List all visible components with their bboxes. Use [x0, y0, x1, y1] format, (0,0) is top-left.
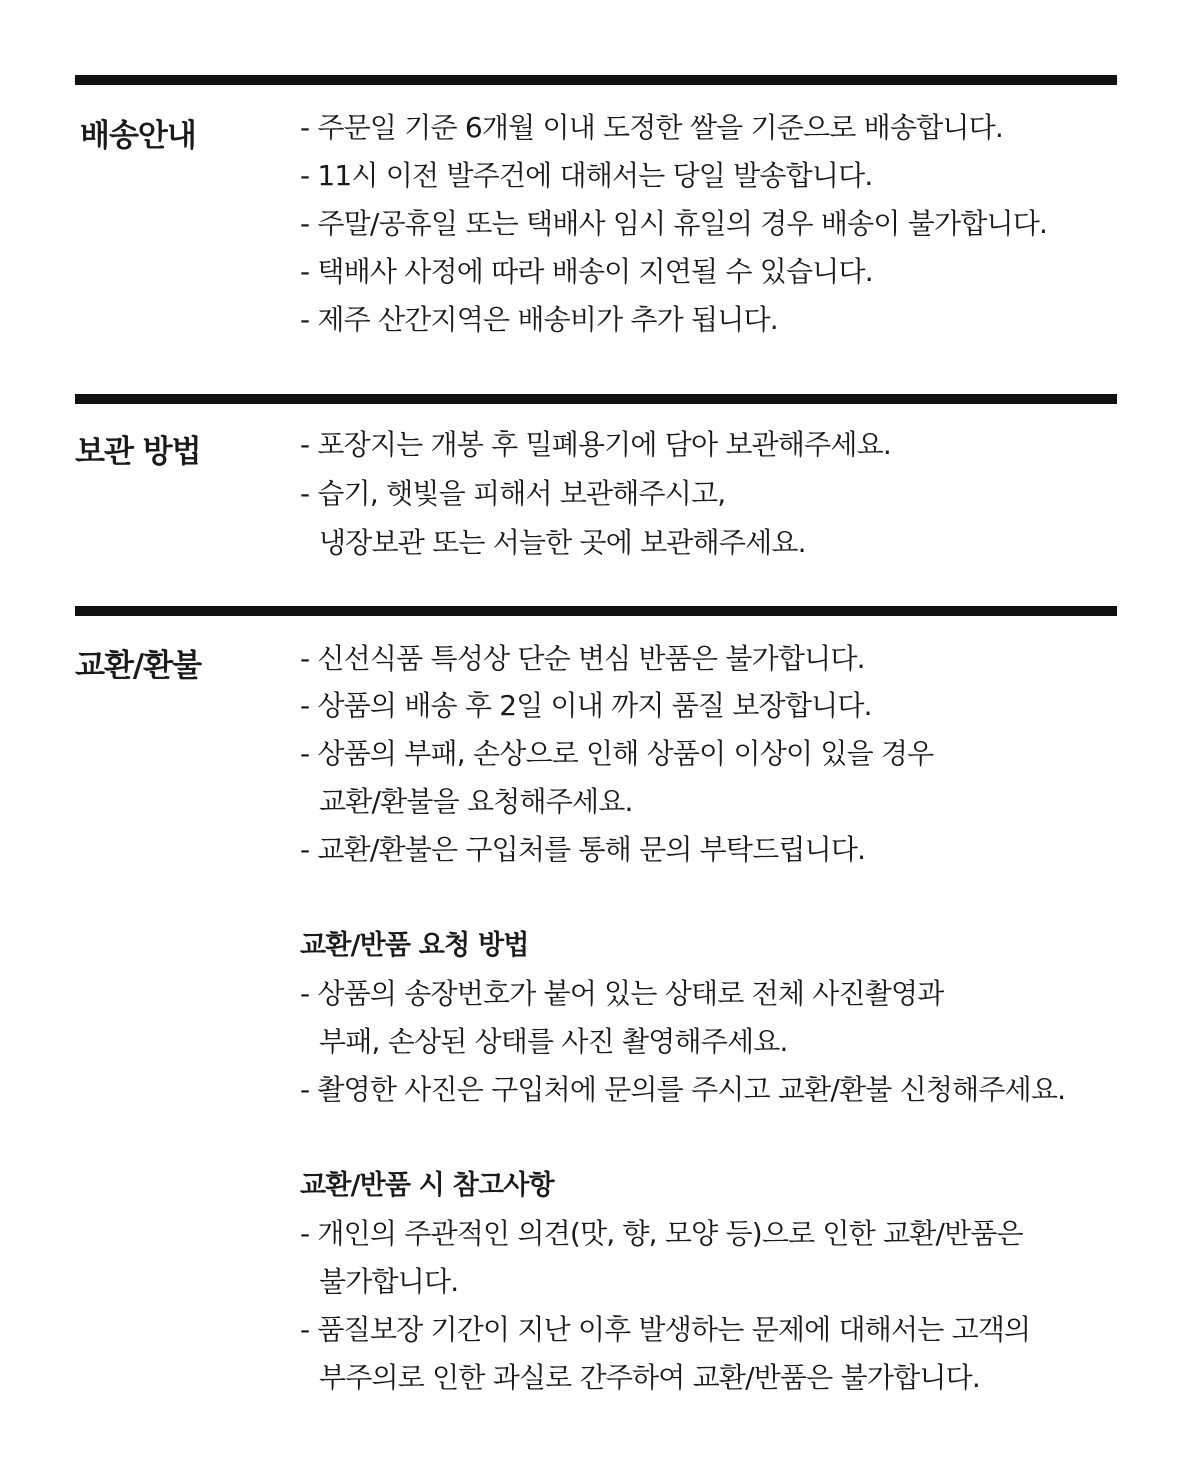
notes-heading: 교환/반품 시 참고사항 — [300, 1170, 554, 1201]
delivery-title: 배송안내 — [80, 118, 196, 154]
delivery-line: - 제주 산간지역은 배송비가 추가 됩니다. — [300, 303, 778, 336]
request-method-line: - 촬영한 사진은 구입처에 문의를 주시고 교환/환불 신청해주세요. — [300, 1073, 1066, 1106]
section-divider-delivery — [75, 75, 1117, 85]
notes-line: - 개인의 주관적인 의견(맛, 향, 모양 등)으로 인한 교환/반품은 — [300, 1217, 1023, 1250]
exchange-line: - 상품의 배송 후 2일 이내 까지 품질 보장합니다. — [300, 689, 872, 722]
request-method-line: 부패, 손상된 상태를 사진 촬영해주세요. — [319, 1025, 788, 1058]
exchange-line: - 상품의 부패, 손상으로 인해 상품이 이상이 있을 경우 — [300, 737, 934, 770]
exchange-line: - 교환/환불은 구입처를 통해 문의 부탁드립니다. — [300, 833, 866, 866]
notes-line: - 품질보장 기간이 지난 이후 발생하는 문제에 대해서는 고객의 — [300, 1313, 1031, 1346]
notes-line: 불가합니다. — [319, 1265, 459, 1298]
storage-line: 냉장보관 또는 서늘한 곳에 보관해주세요. — [319, 526, 806, 559]
exchange-line: 교환/환불을 요청해주세요. — [319, 785, 633, 818]
delivery-line: - 11시 이전 발주건에 대해서는 당일 발송합니다. — [300, 159, 873, 192]
storage-title: 보관 방법 — [75, 434, 201, 470]
storage-line: - 포장지는 개봉 후 밀폐용기에 담아 보관해주세요. — [300, 428, 891, 461]
delivery-line: - 주말/공휴일 또는 택배사 임시 휴일의 경우 배송이 불가합니다. — [300, 207, 1048, 240]
notes-line: 부주의로 인한 과실로 간주하여 교환/반품은 불가합니다. — [319, 1361, 980, 1394]
delivery-line: - 택배사 사정에 따라 배송이 지연될 수 있습니다. — [300, 255, 873, 288]
request-method-heading: 교환/반품 요청 방법 — [300, 930, 529, 961]
section-divider-exchange — [75, 606, 1117, 616]
delivery-line: - 주문일 기준 6개월 이내 도정한 쌀을 기준으로 배송합니다. — [300, 111, 1003, 144]
exchange-title: 교환/환불 — [75, 648, 202, 684]
storage-line: - 습기, 햇빛을 피해서 보관해주시고, — [300, 477, 726, 510]
exchange-line: - 신선식품 특성상 단순 변심 반품은 불가합니다. — [300, 642, 865, 675]
request-method-line: - 상품의 송장번호가 붙어 있는 상태로 전체 사진촬영과 — [300, 977, 944, 1010]
section-divider-storage — [75, 394, 1117, 404]
